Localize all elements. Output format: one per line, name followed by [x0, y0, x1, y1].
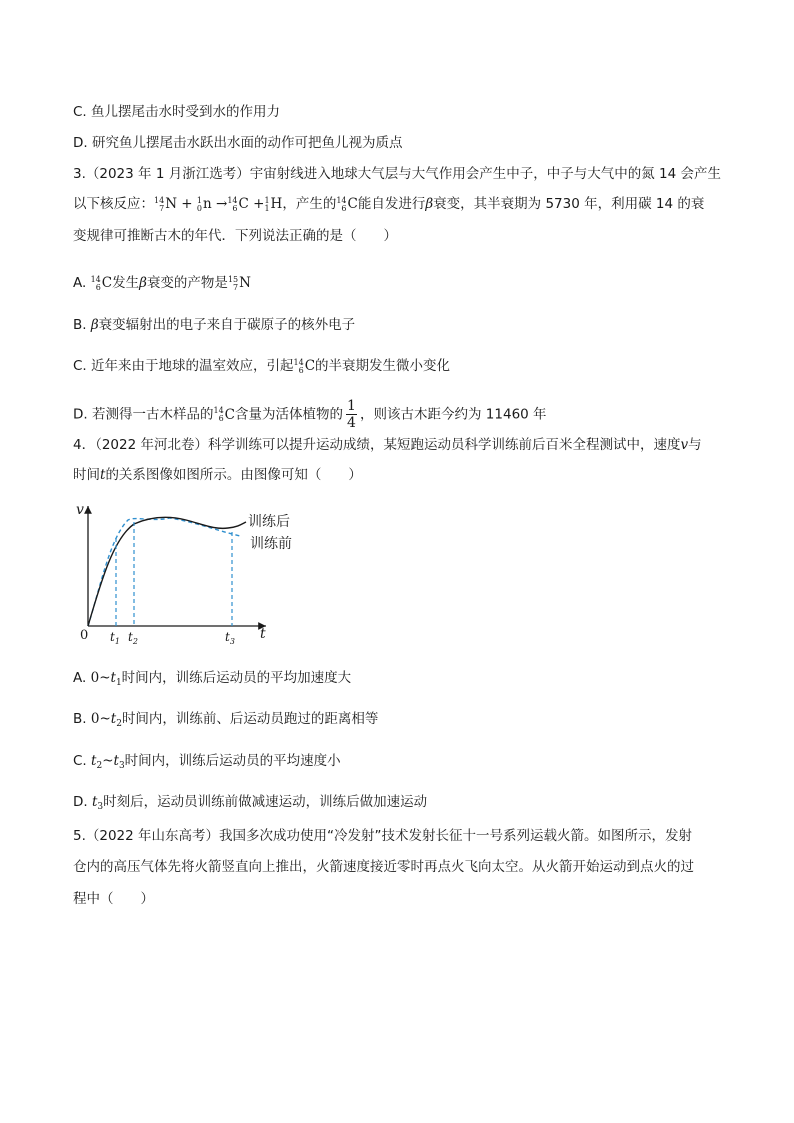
var-t: t	[100, 467, 106, 483]
mass: 14	[90, 274, 101, 284]
symbol: N	[239, 275, 251, 291]
q4-text: 与	[688, 437, 702, 453]
q4-option-a	[73, 668, 351, 693]
option-text: C. 近年来由于地球的温室效应，引起	[73, 358, 294, 374]
velocity-time-chart	[70, 498, 292, 648]
q3-text: 以下核反应：	[73, 196, 154, 212]
fraction-one-quarter	[346, 398, 357, 431]
option-text: 的半衰期发生微小变化	[315, 358, 451, 374]
option-d-q2: D. 研究鱼儿摆尾击水跃出水面的动作可把鱼儿视为质点	[73, 135, 403, 151]
iso-n1	[197, 197, 202, 213]
nuclear-equation	[154, 196, 282, 212]
mass: 1	[196, 195, 202, 205]
beta-symbol: β	[139, 275, 147, 291]
var-t: t	[91, 794, 98, 810]
q4-option-d	[73, 792, 427, 817]
atomic: 6	[232, 203, 238, 213]
x-axis-label: t	[260, 626, 266, 642]
option-text: ，则该古木距今约为 11460 年	[360, 406, 547, 423]
option-text: 时刻后，运动员训练前做减速运动，训练后做加速运动	[103, 794, 428, 810]
symbol: C	[101, 275, 113, 291]
option-text: 衰变的产物是	[146, 275, 228, 291]
iso-n14	[154, 197, 164, 213]
iso-c14	[91, 276, 101, 292]
option-label: A.	[73, 670, 87, 686]
num: 0	[90, 711, 100, 727]
numerator: 1	[347, 398, 356, 414]
q4-text: 4．（2022 年河北卷）科学训练可以提升运动成绩，某短跑运动员科学训练前后百米全程测试中，速度	[73, 437, 681, 453]
option-text: 时间内，训练后运动员的平均速度小	[124, 753, 341, 769]
idx: 3	[118, 761, 125, 771]
mass: 14	[293, 357, 304, 367]
tick-index: 1	[114, 637, 120, 646]
var-t: t	[113, 753, 119, 769]
q5-stem-line2: 仓内的高压气体先将火箭竖直向上推出，火箭速度接近零时再点火飞向太空。从火箭开始运动到点火的过	[73, 859, 694, 875]
iso-c14	[227, 197, 237, 213]
atomic: 6	[218, 414, 224, 423]
q3-option-c	[73, 356, 450, 376]
option-text: D. 若测得一古木样品的	[73, 406, 214, 423]
iso-n15	[228, 276, 238, 292]
chart-svg	[70, 498, 292, 648]
q5-stem-line3: 程中（ ）	[73, 891, 154, 907]
mass: 1	[264, 195, 270, 205]
mass: 14	[213, 406, 224, 415]
tilde: ~	[99, 711, 111, 727]
q3-text: 能自发进行	[357, 196, 426, 212]
symbol: C	[304, 358, 316, 374]
q4-option-b	[73, 709, 378, 734]
mass: 14	[154, 195, 165, 205]
option-label: C.	[73, 753, 87, 769]
q3-option-a	[73, 273, 251, 293]
mass: 15	[227, 274, 239, 284]
tick-index: 3	[229, 637, 235, 646]
atomic: 7	[233, 282, 239, 292]
q4-text: 时间	[73, 467, 100, 483]
origin-label: 0	[80, 628, 89, 643]
q3-text: 衰变，其半衰期为 5730 年，利用碳 14 的衰	[433, 196, 705, 212]
nitrogen15	[228, 275, 251, 291]
symbol: H	[270, 196, 283, 212]
carbon14	[213, 407, 235, 423]
atomic: 6	[341, 203, 347, 213]
interval-0-t2	[91, 711, 122, 727]
tick-t2	[128, 630, 138, 646]
q3-option-d	[73, 398, 547, 431]
q3-stem-line1: 3.（2023 年 1 月浙江选考）宇宙射线进入地球大气层与大气作用会产生中子，中子与大气中的氮 14 会产生	[73, 166, 721, 182]
plus: +	[181, 196, 193, 212]
option-label: B.	[73, 711, 87, 727]
carbon14	[294, 358, 316, 374]
iso-c14	[336, 197, 346, 213]
atomic: 6	[95, 282, 101, 292]
q3-stem-line3: 变规律可推断古木的年代．下列说法正确的是（ ）	[73, 228, 397, 244]
q3-text: ，产生的	[282, 196, 337, 212]
option-label: D.	[73, 794, 88, 810]
option-text: 时间内，训练后运动员的平均加速度大	[121, 670, 352, 686]
atomic: 0	[196, 203, 202, 213]
label-after-training: 训练后	[248, 514, 290, 530]
atomic: 1	[264, 203, 270, 213]
carbon14	[336, 196, 358, 212]
mass: 14	[336, 195, 347, 205]
tick-var: t	[110, 630, 115, 644]
q4-stem-line2	[73, 465, 362, 485]
mass: 14	[227, 195, 238, 205]
beta-symbol: β	[425, 196, 434, 212]
carbon14	[91, 275, 113, 291]
interval-t2-t3	[91, 753, 125, 769]
option-c-q2: C. 鱼儿摆尾击水时受到水的作用力	[73, 104, 281, 120]
q4-stem-line1	[73, 435, 702, 455]
var-t: t	[91, 753, 97, 769]
iso-c14	[294, 359, 304, 375]
option-text: 时间内，训练前、后运动员跑过的距离相等	[121, 711, 379, 727]
iso-c14	[213, 407, 223, 423]
tick-var: t	[225, 630, 230, 644]
q4-text: 的关系图像如图所示。由图像可知（ ）	[105, 467, 362, 483]
interval-0-t1	[91, 670, 122, 686]
var-t: t	[110, 711, 117, 727]
atomic: 6	[298, 365, 304, 375]
atomic: 7	[159, 203, 165, 213]
tick-index: 2	[132, 637, 138, 646]
option-text: 含量为活体植物的	[235, 406, 344, 423]
q4-option-c	[73, 751, 341, 776]
var-v: v	[680, 437, 689, 453]
tick-t1	[110, 630, 120, 646]
option-label: A.	[73, 275, 91, 291]
arrow: →	[216, 196, 228, 212]
label-before-training: 训练前	[250, 536, 292, 552]
q3-option-b	[73, 315, 355, 335]
idx: 2	[96, 761, 103, 771]
beta-symbol: β	[90, 317, 99, 333]
tilde: ~	[102, 753, 114, 769]
tick-t3	[225, 630, 235, 646]
denominator: 4	[347, 415, 356, 431]
tick-var: t	[128, 630, 133, 644]
idx: 3	[97, 802, 104, 812]
symbol: C	[224, 406, 236, 423]
option-text: 发生	[112, 275, 140, 291]
series-before-training	[88, 518, 240, 626]
symbol: C	[238, 196, 249, 212]
num: 0	[90, 670, 100, 686]
symbol: n	[203, 196, 212, 212]
instant-t3	[92, 794, 103, 810]
idx: 1	[115, 678, 122, 688]
iso-h1	[264, 197, 269, 213]
q3-stem-line2	[73, 194, 704, 214]
option-label: B.	[73, 317, 91, 333]
y-axis-label: v	[76, 502, 84, 518]
option-text: 衰变辐射出的电子来自于碳原子的核外电子	[98, 317, 356, 333]
symbol: C	[347, 196, 358, 212]
idx: 2	[116, 719, 122, 729]
var-t: t	[110, 670, 116, 686]
tilde: ~	[99, 670, 111, 686]
plus: +	[253, 196, 265, 212]
q5-stem-line1: 5.（2022 年山东高考）我国多次成功使用“冷发射”技术发射长征十一号系列运载火箭。如图所示，发射	[73, 828, 693, 844]
series-after-training	[88, 517, 246, 626]
symbol: N	[165, 196, 177, 212]
